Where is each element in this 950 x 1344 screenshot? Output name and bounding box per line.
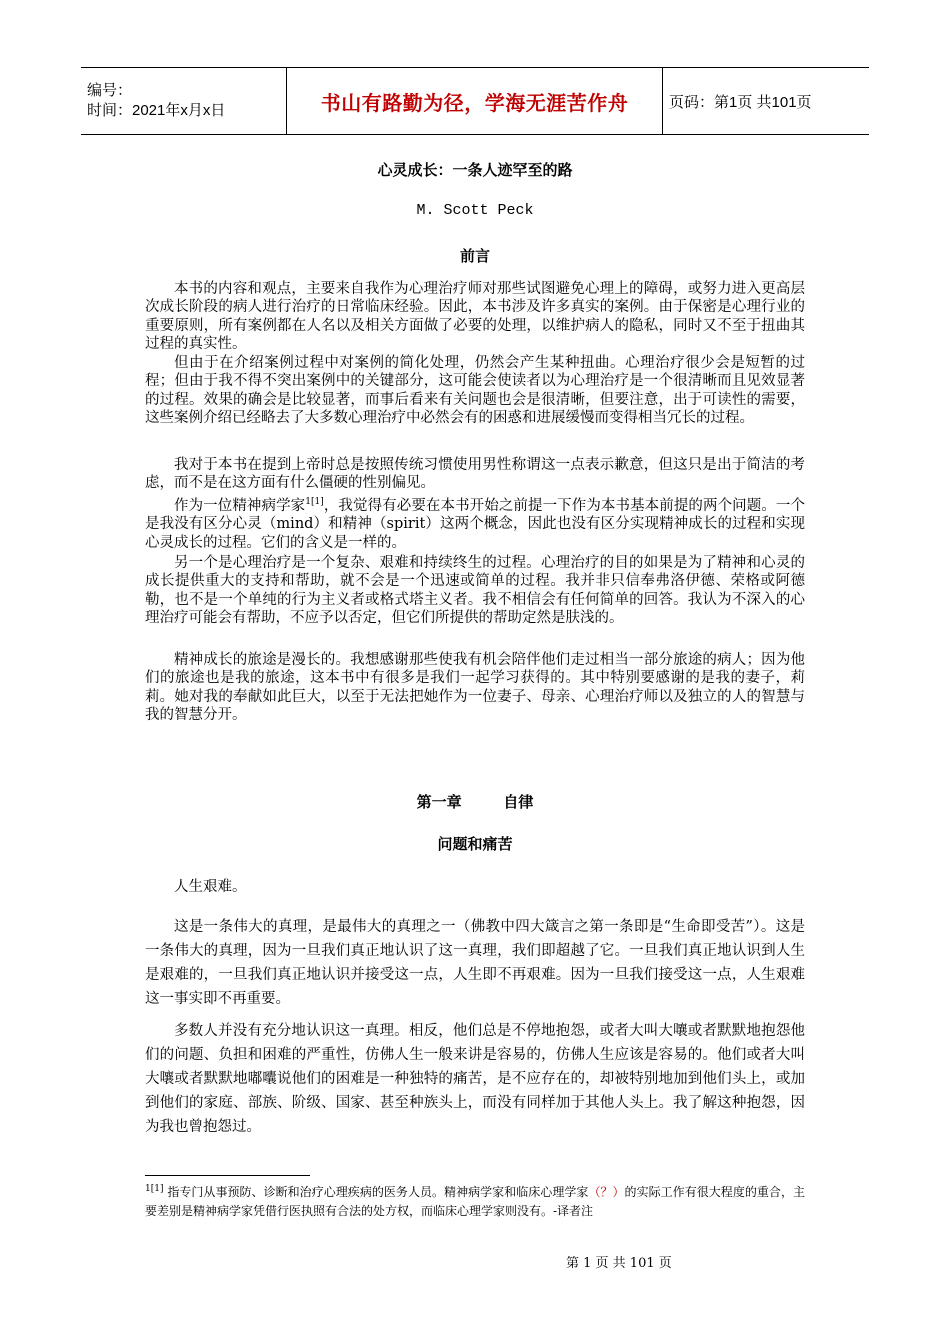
paragraph-text: 作为一位精神病学家 xyxy=(174,497,306,514)
footnote-text: 指专门从事预防、诊断和治疗心理疾病的医务人员。精神病学家和临床心理学家 xyxy=(163,1185,589,1199)
footnote-text: 的实际工作有很大程度的重合，主要差别是精神病学家凭借行医执照有合法的处方权，而临床心理学家则没有。-译者注 xyxy=(145,1185,805,1218)
header-number-label: 编号： xyxy=(87,82,133,99)
document-author: M. Scott Peck xyxy=(416,202,534,219)
preface-paragraph: 另一个是心理治疗是一个复杂、艰难和持续终生的过程。心理治疗的目的如果是为了精神和心灵的成长提供重大的支持和帮助，就不会是一个迅速或简单的过程。我并非只信奉弗洛伊德、荣格或阿德勒，也不是一个单纯的行为主义者或格式塔主义者。我不相信会有任何简单的回答。我认为不深入的心理治疗可能会有帮助，不应予以否定，但它们所提供的帮助定然是肤浅的。 xyxy=(145,555,805,627)
document-header xyxy=(81,67,869,135)
chapter-paragraph: 人生艰难。 xyxy=(174,879,247,895)
header-info-cell xyxy=(81,68,287,135)
preface-heading: 前言 xyxy=(459,247,490,265)
footnote-marker: 1[1] xyxy=(145,1184,164,1194)
paragraph-text: ，我觉得有必要在本书开始之前提一下作为本书基本前提的两个问题。一个是我没有区分心灵（mind）和精神（spirit）这两个概念，因此也没有区分实现精神成长的过程和实现心灵成长的过程。它们的含义是一样的。 xyxy=(145,497,806,551)
footnote-question: （？） xyxy=(588,1185,625,1199)
chapter-paragraph: 多数人并没有充分地认识这一真理。相反，他们总是不停地抱怨，或者大叫大嚷或者默默地抱怨他们的问题、负担和困难的严重性，仿佛人生一般来讲是容易的，仿佛人生应该是容易的。他们或者大叫大嚷或者默默地嘟囔说他们的困难是一种独特的痛苦，是不应存在的，却被特别地加到他们头上，或加到他们的家庭、部族、阶级、国家、甚至种族头上，而没有同样加于其他人头上。我了解这种抱怨，因为我也曾抱怨过。 xyxy=(145,1023,805,1135)
chapter-heading: 第一章 自律 xyxy=(416,793,534,811)
page-footer: 第 1 页 共 101 页 xyxy=(566,1256,672,1271)
preface-paragraph: 本书的内容和观点，主要来自我作为心理治疗师对那些试图避免心理上的障碍，或努力进入更高层次成长阶段的病人进行治疗的日常临床经验。因此，本书涉及许多真实的案例。由于保密是心理行业的重要原则，所有案例都在人名以及相关方面做了必要的处理，以维护病人的隐私，同时又不至于扭曲其过程的真实性。 xyxy=(145,281,805,353)
header-time-label: 时间：2021年x月x日 xyxy=(87,102,226,119)
chapter-paragraph: 这是一条伟大的真理，是最伟大的真理之一（佛教中四大箴言之第一条即是“生命即受苦”）。这是一条伟大的真理，因为一旦我们真正地认识了这一真理，我们即超越了它。一旦我们真正地认识到人生是艰难的，一旦我们真正地认识并接受这一点，人生即不再艰难。因为一旦我们接受这一点，人生艰难这一事实即不再重要。 xyxy=(145,919,805,1007)
footnote-divider xyxy=(145,1175,310,1176)
preface-paragraph: 精神成长的旅途是漫长的。我想感谢那些使我有机会陪伴他们走过相当一部分旅途的病人；因为他们的旅途也是我的旅途，这本书中有很多是我们一起学习获得的。其中特别要感谢的是我的妻子，莉莉。她对我的奉献如此巨大，以至于无法把她作为一位妻子、母亲、心理治疗师以及独立的人的智慧与我的智慧分开。 xyxy=(145,652,805,724)
document-title: 心灵成长：一条人迹罕至的路 xyxy=(377,161,573,179)
header-motto: 书山有路勤为径，学海无涯苦作舟 xyxy=(287,68,663,135)
preface-paragraph xyxy=(145,493,805,552)
footnote xyxy=(145,1180,805,1221)
footnote-reference[interactable]: 1[1] xyxy=(305,497,324,507)
preface-paragraph: 我对于本书在提到上帝时总是按照传统习惯使用男性称谓这一点表示歉意，但这只是出于简洁的考虑，而不是在这方面有什么僵硬的性别偏见。 xyxy=(145,457,805,492)
header-page-label: 页码：第1页 共101页 xyxy=(663,68,870,135)
preface-paragraph: 但由于在介绍案例过程中对案例的简化处理，仍然会产生某种扭曲。心理治疗很少会是短暂的过程；但由于我不得不突出案例中的关键部分，这可能会使读者以为心理治疗是一个很清晰而且见效显著的过程。效果的确会是比较显著，而事后看来有关问题也会是很清晰，但要注意，出于可读性的需要，这些案例介绍已经略去了大多数心理治疗中必然会有的困惑和进展缓慢而变得相当冗长的过程。 xyxy=(145,355,805,427)
section-heading: 问题和痛苦 xyxy=(437,835,513,853)
